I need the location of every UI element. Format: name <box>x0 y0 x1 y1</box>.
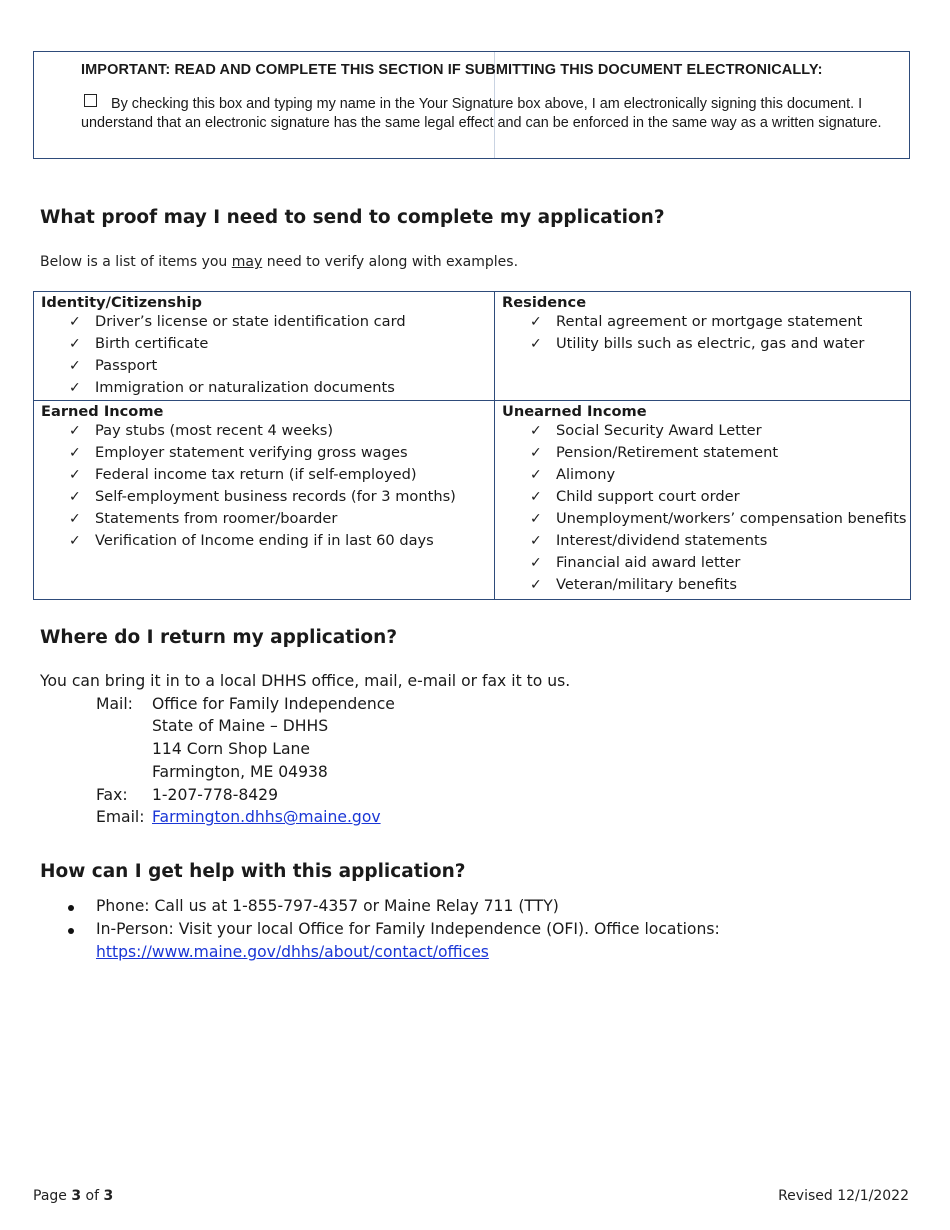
list-item: ✓ Birth certificate <box>69 333 494 355</box>
category-title: Residence <box>502 294 587 311</box>
list-item: ✓ Driver’s license or state identification card <box>69 311 494 333</box>
category-title: Earned Income <box>41 403 164 420</box>
checkmark-icon: ✓ <box>69 489 81 505</box>
checkmark-icon: ✓ <box>69 511 81 527</box>
checkmark-icon: ✓ <box>530 314 542 330</box>
mail-line: Farmington, ME 04938 <box>152 763 328 781</box>
category-earned-income <box>34 401 494 552</box>
list-item: ✓ Employer statement verifying gross wages <box>69 442 494 464</box>
list-item: ✓ Alimony <box>530 464 910 486</box>
mail-line: State of Maine – DHHS <box>152 717 329 735</box>
checkmark-icon: ✓ <box>530 336 542 352</box>
checkmark-icon: ✓ <box>530 467 542 483</box>
checkmark-icon: ✓ <box>530 511 542 527</box>
checkmark-icon: ✓ <box>530 423 542 439</box>
proof-intro-after: need to verify along with examples. <box>262 254 519 270</box>
fax-label: Fax: <box>96 786 128 804</box>
list-item: ✓ Pay stubs (most recent 4 weeks) <box>69 420 494 442</box>
checkmark-icon: ✓ <box>530 533 542 549</box>
checkmark-icon: ✓ <box>69 445 81 461</box>
proof-section-title: What proof may I need to send to complete my application? <box>40 207 665 228</box>
bullet-icon <box>68 905 74 911</box>
list-item: ✓ Passport <box>69 355 494 377</box>
mail-line: Office for Family Independence <box>152 695 395 713</box>
bullet-icon <box>68 928 74 934</box>
category-residence <box>495 292 910 355</box>
esignature-section <box>33 51 910 159</box>
checkmark-icon: ✓ <box>69 423 81 439</box>
category-title: Identity/Citizenship <box>41 294 202 311</box>
revision-date: Revised 12/1/2022 <box>778 1188 909 1204</box>
offices-link[interactable]: https://www.maine.gov/dhhs/about/contact/offices <box>96 943 489 961</box>
page-number: Page 3 of 3 <box>33 1188 114 1204</box>
list-item: ✓ Financial aid award letter <box>530 552 910 574</box>
return-intro: You can bring it in to a local DHHS office, mail, e-mail or fax it to us. <box>40 672 571 690</box>
esignature-statement: By checking this box and typing my name in the Your Signature box above, I am electronically signing this document. I understand that an electronic signature has the same legal effect and can be enforced in the same way as a written signature. <box>81 96 882 131</box>
checkmark-icon: ✓ <box>69 336 81 352</box>
esignature-heading: IMPORTANT: READ AND COMPLETE THIS SECTION IF SUBMITTING THIS DOCUMENT ELECTRONICALLY: <box>81 62 823 78</box>
mail-line: 114 Corn Shop Lane <box>152 740 311 758</box>
checkmark-icon: ✓ <box>69 467 81 483</box>
category-title: Unearned Income <box>502 403 647 420</box>
list-item: ✓ Federal income tax return (if self-employed) <box>69 464 494 486</box>
list-item: ✓ Statements from roomer/boarder <box>69 508 494 530</box>
proof-intro <box>40 254 518 270</box>
checkmark-icon: ✓ <box>530 577 542 593</box>
return-section-title: Where do I return my application? <box>40 627 398 648</box>
list-item: ✓ Child support court order <box>530 486 910 508</box>
email-link[interactable]: Farmington.dhhs@maine.gov <box>152 808 381 826</box>
checkmark-icon: ✓ <box>69 358 81 374</box>
help-phone: Phone: Call us at 1-855-797-4357 or Maine Relay 711 (TTY) <box>96 897 559 915</box>
mail-label: Mail: <box>96 695 133 713</box>
checkmark-icon: ✓ <box>530 489 542 505</box>
checkmark-icon: ✓ <box>69 380 81 396</box>
help-in-person: In-Person: Visit your local Office for Family Independence (OFI). Office locations: <box>96 920 720 938</box>
list-item: ✓ Immigration or naturalization documents <box>69 377 494 399</box>
list-item: ✓ Rental agreement or mortgage statement <box>530 311 910 333</box>
list-item: ✓ Interest/dividend statements <box>530 530 910 552</box>
checkmark-icon: ✓ <box>530 445 542 461</box>
proof-intro-before: Below is a list of items you <box>40 254 232 270</box>
proof-table <box>33 291 911 600</box>
list-item: ✓ Verification of Income ending if in last 60 days <box>69 530 494 552</box>
list-item: ✓ Pension/Retirement statement <box>530 442 910 464</box>
list-item: ✓ Self-employment business records (for 3 months) <box>69 486 494 508</box>
list-item: ✓ Social Security Award Letter <box>530 420 910 442</box>
category-unearned-income <box>495 401 910 596</box>
list-item: ✓ Veteran/military benefits <box>530 574 910 596</box>
category-identity <box>34 292 494 399</box>
list-item: ✓ Unemployment/workers’ compensation benefits <box>530 508 910 530</box>
email-label: Email: <box>96 808 145 826</box>
checkmark-icon: ✓ <box>530 555 542 571</box>
checkmark-icon: ✓ <box>69 314 81 330</box>
help-section-title: How can I get help with this application? <box>40 861 466 882</box>
list-item: ✓ Utility bills such as electric, gas and water <box>530 333 910 355</box>
fax-number: 1-207-778-8429 <box>152 786 279 804</box>
checkmark-icon: ✓ <box>69 533 81 549</box>
proof-intro-emphasis: may <box>231 254 263 270</box>
